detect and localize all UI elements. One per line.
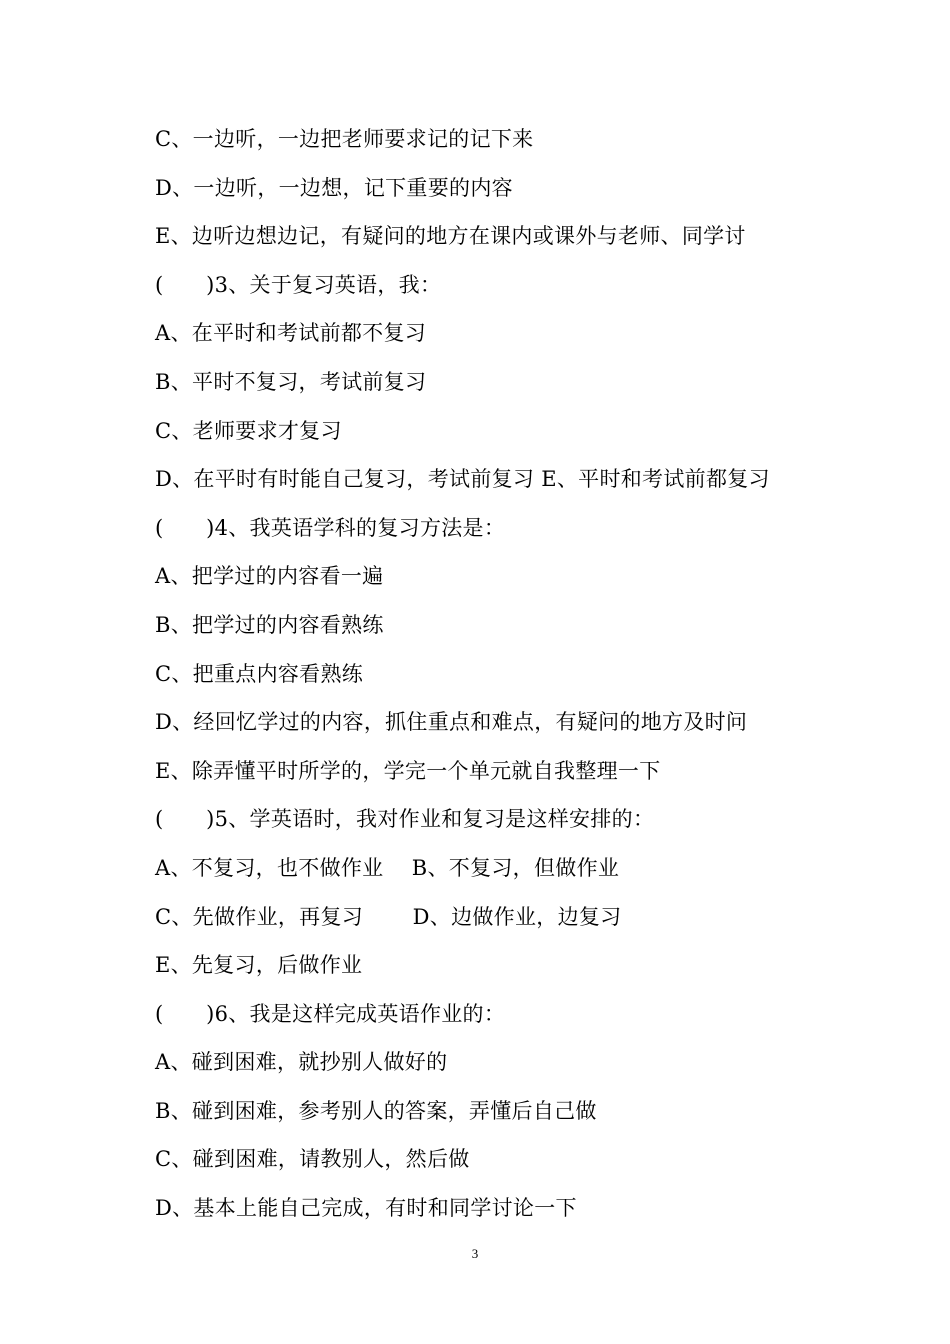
text-line: D、在平时有时能自己复习，考试前复习 E、平时和考试前都复习 bbox=[155, 467, 770, 492]
text-line: A、碰到困难，就抄别人做好的 bbox=[155, 1050, 448, 1075]
question-6: ( )6、我是这样完成英语作业的： bbox=[155, 1001, 506, 1026]
question-4: ( )4、我英语学科的复习方法是： bbox=[155, 515, 506, 540]
text-lines bbox=[155, 115, 895, 1233]
text-line: C、老师要求才复习 bbox=[155, 418, 342, 443]
text-line: D、基本上能自己完成，有时和同学讨论一下 bbox=[155, 1196, 577, 1221]
text-line: C、把重点内容看熟练 bbox=[155, 661, 364, 686]
text-line: B、把学过的内容看熟练 bbox=[155, 612, 384, 637]
page-number: 3 bbox=[471, 1246, 479, 1261]
text-line: E、边听边想边记，有疑问的地方在课内或课外与老师、同学讨 bbox=[155, 224, 746, 249]
text-line: B、碰到困难，参考别人的答案，弄懂后自己做 bbox=[155, 1098, 597, 1123]
text-line: D、一边听，一边想，记下重要的内容 bbox=[155, 175, 513, 200]
text-line: D、经回忆学过的内容，抓住重点和难点，有疑问的地方及时问 bbox=[155, 710, 748, 735]
question-5: ( )5、学英语时，我对作业和复习是这样安排的： bbox=[155, 807, 655, 832]
text-line: C、碰到困难，请教别人，然后做 bbox=[155, 1147, 470, 1172]
question-3: ( )3、关于复习英语，我： bbox=[155, 272, 442, 297]
text-line: A、不复习，也不做作业 B、不复习，但做作业 bbox=[155, 855, 620, 880]
text-line: B、平时不复习，考试前复习 bbox=[155, 369, 427, 394]
text-line: C、一边听，一边把老师要求记的记下来 bbox=[155, 127, 534, 151]
text-line: C、先做作业，再复习 D、边做作业，边复习 bbox=[155, 904, 622, 929]
text-line: A、在平时和考试前都不复习 bbox=[155, 321, 427, 346]
text-line: E、先复习，后做作业 bbox=[155, 953, 363, 978]
text-line: E、除弄懂平时所学的，学完一个单元就自我整理一下 bbox=[155, 758, 661, 783]
text-line: A、把学过的内容看一遍 bbox=[155, 564, 384, 589]
